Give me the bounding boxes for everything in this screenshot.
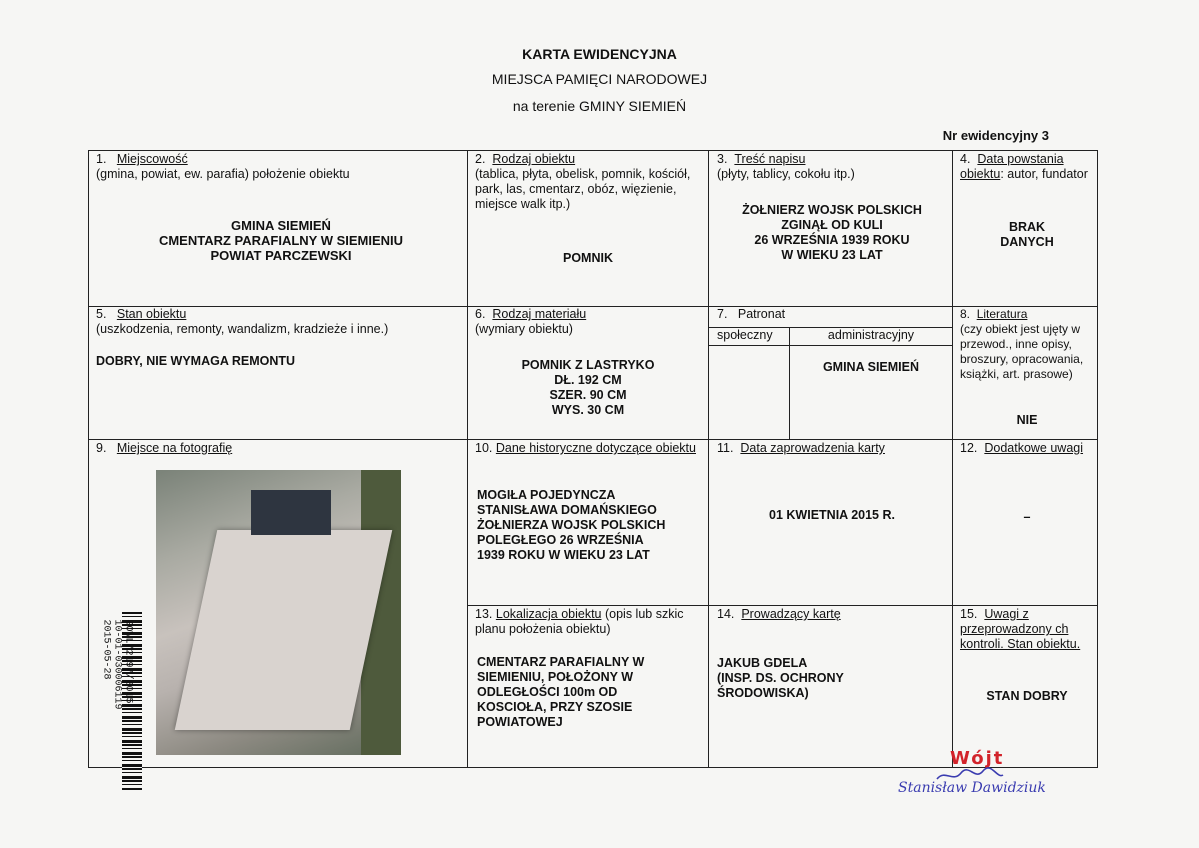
inscription-value: ŻOŁNIERZ WOJSK POLSKICH ZGINĄŁ OD KULI 26 WRZEŚNIA 1939 ROKU W WIEKU 23 LAT: [742, 203, 922, 262]
cell-additional-notes: 12. Dodatkowe uwagi: [960, 441, 1084, 455]
cell-literature: 8. Literatura (czy obiekt jest ujęty w przewod., inne opisy, broszury, opracowania, książki, art. prasowe): [960, 307, 1084, 381]
cell-history: 10. Dane historyczne dotyczące obiektu: [475, 441, 696, 455]
inspection-notes-value: STAN DOBRY: [986, 689, 1068, 703]
registry-number: Nr ewidencyjny 3: [942, 128, 1049, 143]
barcode-text: SOWL/2197/2015 10-01-030006119 2015-05-28: [100, 619, 134, 710]
cell-location: 13. Lokalizacja obiektu (opis lub szkic planu położenia obiektu): [475, 607, 684, 636]
literature-value: NIE: [1016, 413, 1038, 427]
cell-inscription: 3. Treść napisu (płyty, tablicy, cokołu itp.): [717, 152, 855, 181]
card-area: na terenie GMINY SIEMIEŃ: [512, 98, 687, 114]
history-value: MOGIŁA POJEDYNCZA STANISŁAWA DOMAŃSKIEGO ŻOŁNIERZA WOJSK POLSKICH POLEGŁEGO 26 WRZEŚNIA 1939 ROKU W WIEKU 23 LAT: [477, 488, 666, 562]
patronage-social: społeczny: [717, 328, 773, 342]
condition-value: DOBRY, NIE WYMAGA REMONTU: [96, 354, 296, 368]
patronage-value: GMINA SIEMIEŃ: [822, 360, 920, 374]
additional-notes-value: –: [1023, 510, 1031, 524]
cell-card-keeper: 14. Prowadzący kartę: [717, 607, 841, 621]
patronage-administrative: administracyjny: [827, 328, 915, 342]
cell-card-date: 11. Data zaprowadzenia karty: [717, 441, 885, 455]
cell-patronage: 7. Patronat: [717, 307, 786, 321]
cell-creation-date: 4. Data powstania obiektu: autor, fundator: [960, 152, 1088, 181]
object-type-value: POMNIK: [563, 251, 613, 265]
card-keeper-value: JAKUB GDELA (INSP. DS. OCHRONY ŚRODOWISKA): [717, 656, 844, 700]
location-value: CMENTARZ PARAFIALNY W SIEMIENIU, POŁOŻONY W ODLEGŁOŚCI 100m OD KOSCIOŁA, PRZY SZOSIE POWIATOWEJ: [477, 655, 645, 729]
cell-inspection-notes: 15. Uwagi z przeprowadzony ch kontroli. Stan obiektu.: [960, 607, 1081, 651]
cell-photo: 9. Miejsce na fotografię: [96, 441, 233, 455]
cell-material: 6. Rodzaj materiału (wymiary obiektu): [475, 307, 587, 336]
cell-condition: 5. Stan obiektu (uszkodzenia, remonty, wandalizm, kradzieże i inne.): [96, 307, 389, 336]
grave-photo: [156, 470, 401, 755]
cell-object-type: 2. Rodzaj obiektu (tablica, płyta, obelisk, pomnik, kościół, park, las, cmentarz, obóz, więzienie, miejsce walk itp.): [475, 152, 691, 211]
card-subtitle: MIEJSCA PAMIĘCI NARODOWEJ: [491, 71, 708, 87]
signature-name: Stanisław Dawidziuk: [898, 780, 1046, 796]
locality-value: GMINA SIEMIEŃ CMENTARZ PARAFIALNY W SIEMIENIU POWIAT PARCZEWSKI: [158, 218, 404, 263]
cell-locality: 1. Miejscowość (gmina, powiat, ew. parafia) położenie obiektu: [96, 152, 350, 181]
barcode-sticker: [92, 612, 147, 790]
material-value: POMNIK Z LASTRYKO DŁ. 192 CM SZER. 90 CM WYS. 30 CM: [521, 358, 655, 417]
card-title: KARTA EWIDENCYJNA: [522, 46, 677, 62]
creation-date-value: BRAK DANYCH: [1000, 220, 1054, 249]
card-date-value: 01 KWIETNIA 2015 R.: [769, 508, 895, 522]
signature-stamp-title: Wójt: [950, 748, 1005, 769]
